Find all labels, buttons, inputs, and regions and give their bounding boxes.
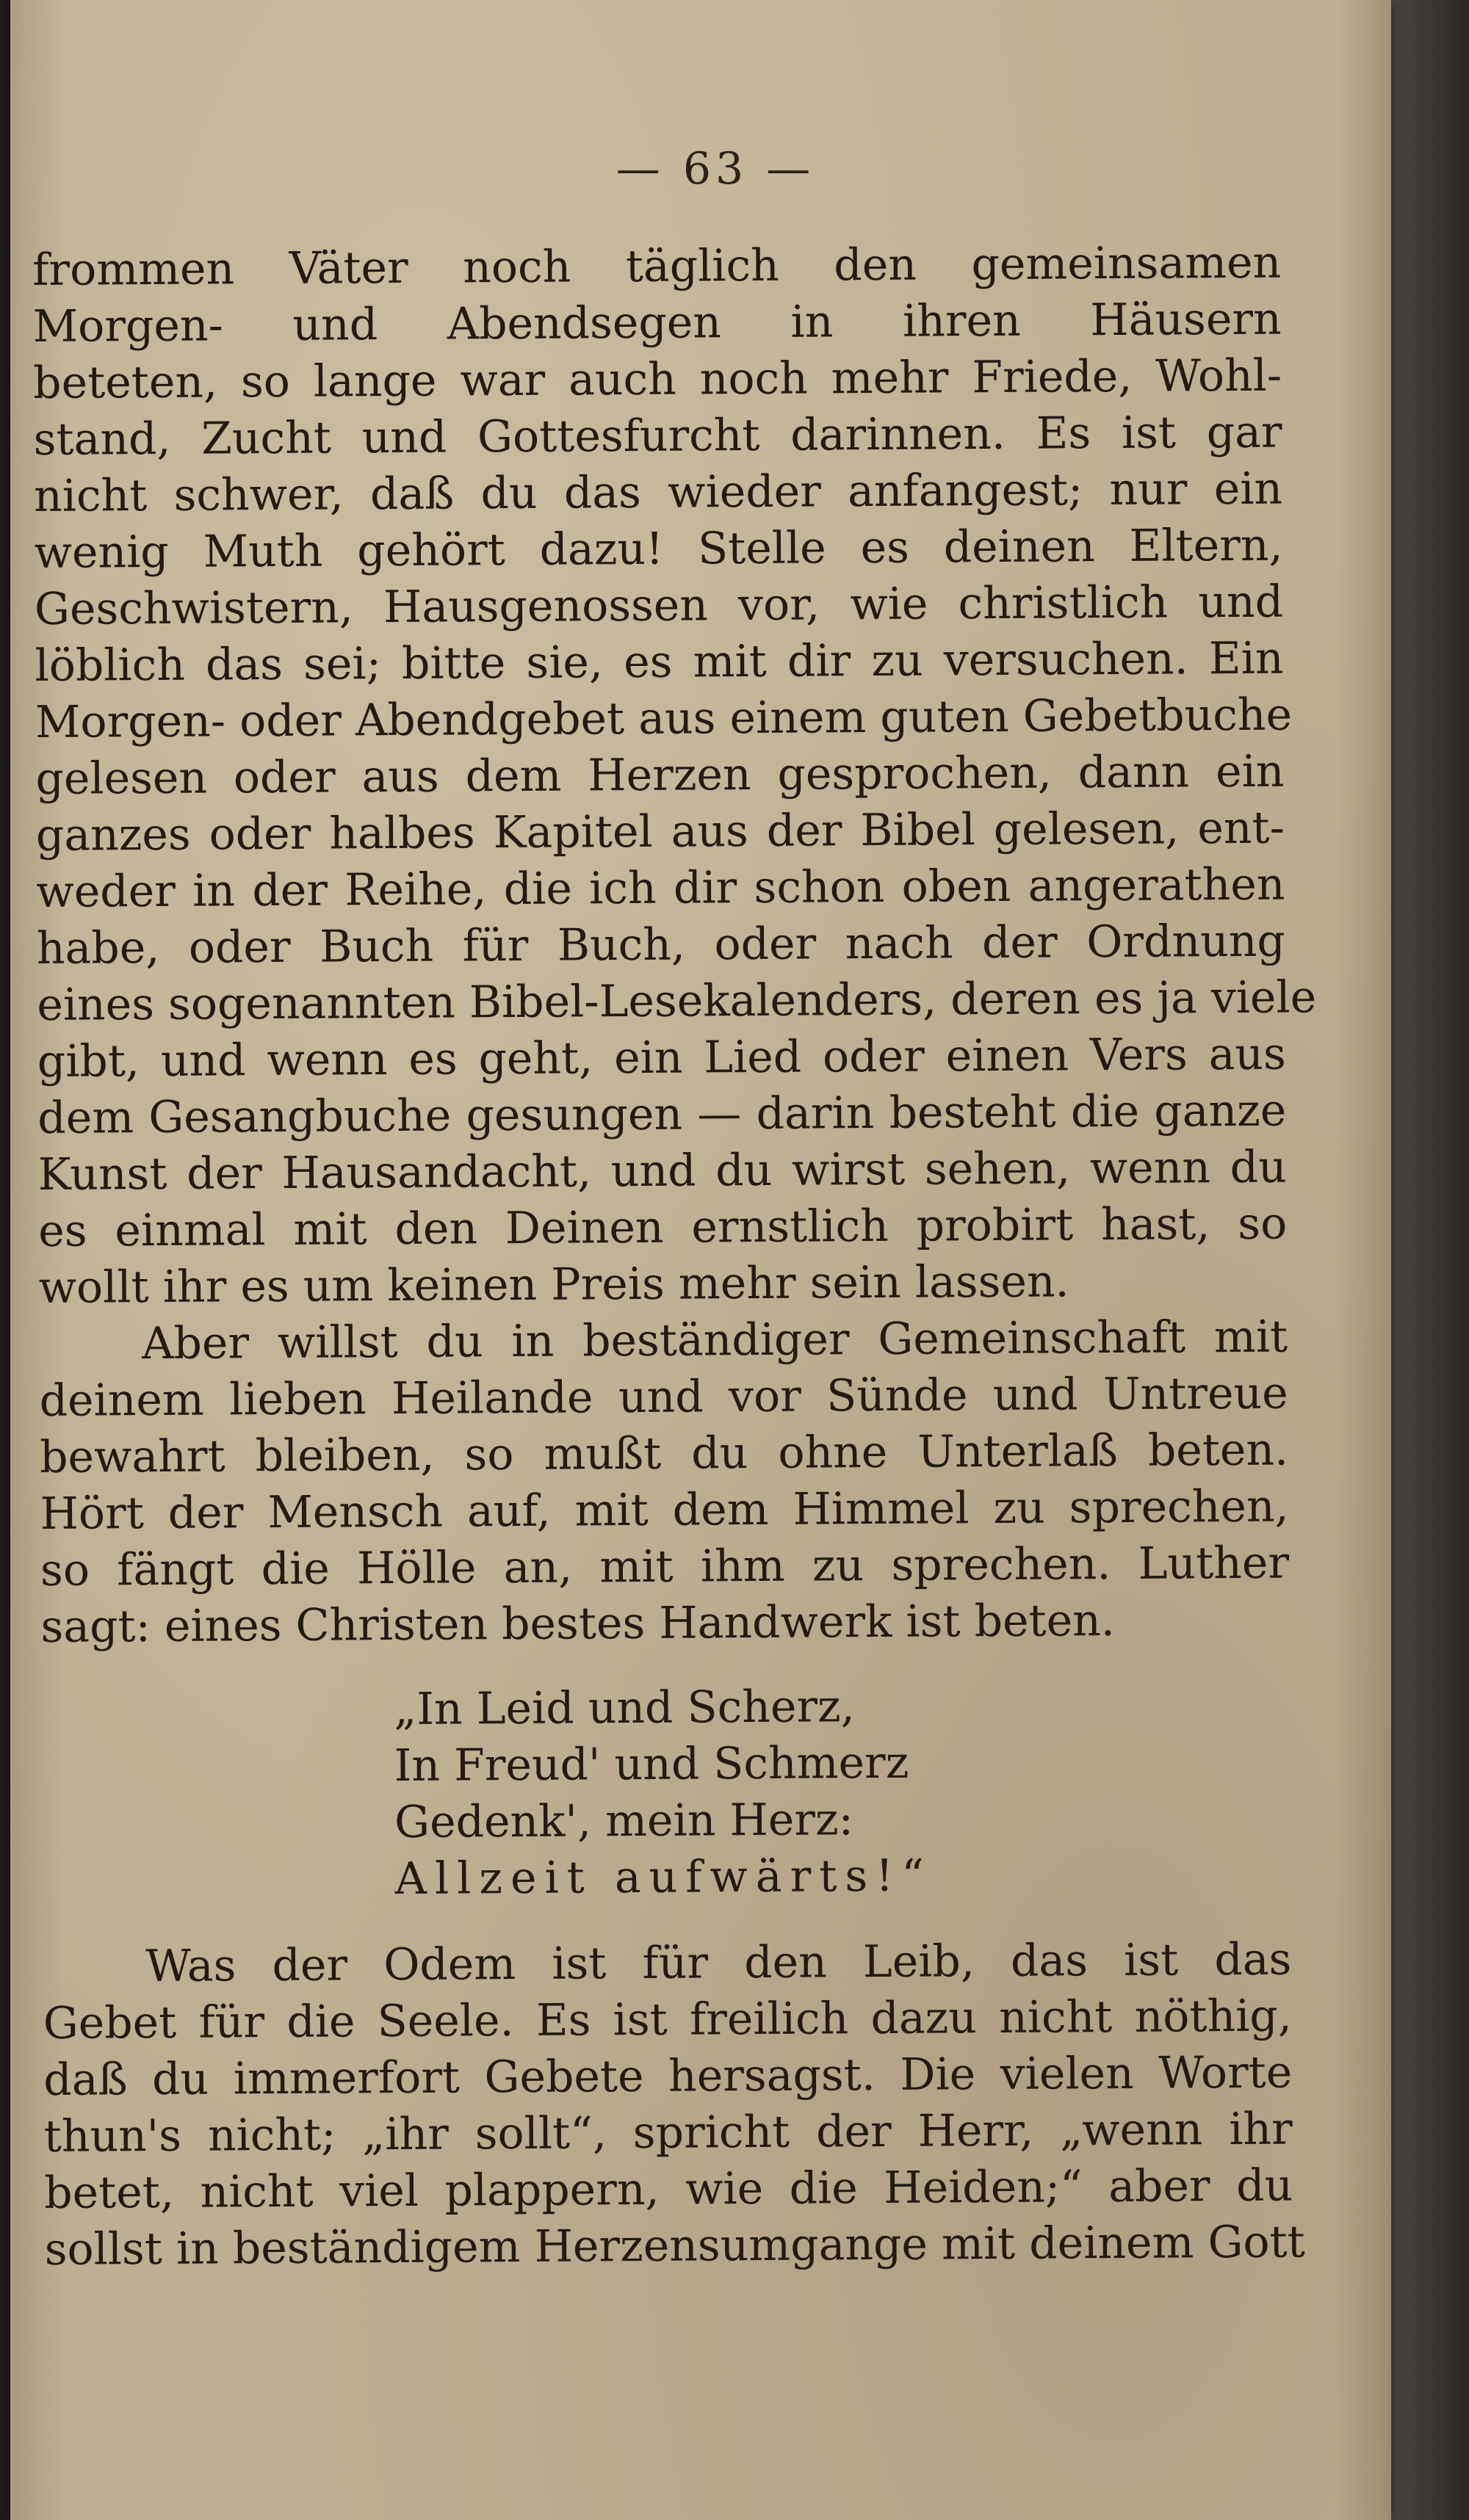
- verse-line: Gedenk', mein Herz:: [394, 1794, 853, 1849]
- paragraph-1: [32, 235, 1317, 1317]
- verse-line: Allzeit aufwärts!“: [394, 1850, 933, 1905]
- text-line: thun's nicht; „ihr sollt“, spricht der Herr, „wenn ihr: [43, 2103, 1293, 2162]
- text-line: stand, Zucht und Gottesfurcht darinnen. Es ist gar: [33, 406, 1282, 466]
- text-line: bewahrt bleiben, so mußt du ohne Unterlaß beten.: [39, 1424, 1289, 1483]
- verse-line: „In Leid und Scherz,: [394, 1681, 855, 1736]
- text-line: Geschwistern, Hausgenossen vor, wie christlich und: [34, 576, 1284, 635]
- text-line: sollst in beständigem Herzensumgange mit deinem Gott: [44, 2216, 1305, 2275]
- verse-line: In Freud' und Schmerz: [394, 1737, 909, 1792]
- text-line: es einmal mit den Deinen ernstlich probirt hast, so: [38, 1198, 1288, 1257]
- text-line: Hört der Mensch auf, mit dem Himmel zu sprechen,: [40, 1480, 1289, 1540]
- text-line: Aber willst du in beständiger Gemeinschaft mit: [141, 1311, 1288, 1370]
- text-line: Was der Odem ist für den Leib, das ist das: [145, 1933, 1292, 1993]
- text-line: Morgen- und Abendsegen in ihren Häusern: [32, 293, 1282, 352]
- text-line: Kunst der Hausandacht, und du wirst sehen, wenn du: [37, 1141, 1287, 1201]
- text-line: sagt: eines Christen bestes Handwerk ist beten.: [40, 1595, 1116, 1653]
- text-line: so fängt die Hölle an, mit ihm zu sprechen. Luther: [40, 1537, 1290, 1596]
- page-number: — 63 —: [616, 143, 815, 195]
- text-line: betet, nicht viel plappern, wie die Heiden;“ aber du: [44, 2159, 1293, 2219]
- text-line: gelesen oder aus dem Herzen gesprochen, dann ein: [35, 745, 1285, 805]
- text-line: eines sogenannten Bibel-Lesekalenders, deren es ja viele: [37, 971, 1317, 1031]
- text-line: nicht schwer, daß du das wieder anfangest; nur ein: [33, 463, 1283, 522]
- text-line: löblich das sei; bitte sie, es mit dir zu versuchen. Ein: [35, 632, 1284, 692]
- text-line: deinem lieben Heilande und vor Sünde und Untreue: [39, 1367, 1288, 1427]
- body-text: [32, 235, 1317, 2278]
- text-line: gibt, und wenn es geht, ein Lied oder einen Vers aus: [37, 1028, 1286, 1087]
- text-line: beteten, so lange war auch noch mehr Friede, Wohl-: [32, 350, 1282, 409]
- book-spine-edge: [1391, 0, 1469, 2520]
- paragraph-2: [39, 1309, 1290, 1656]
- text-line: habe, oder Buch für Buch, oder nach der Ordnung: [36, 915, 1286, 974]
- book-page: [10, 0, 1391, 2520]
- text-line: ganzes oder halbes Kapitel aus der Bibel gelesen, ent-: [35, 802, 1285, 861]
- text-line: wollt ihr es um keinen Preis mehr sein lassen.: [38, 1256, 1069, 1314]
- text-line: daß du immerfort Gebete hersagst. Die vielen Worte: [43, 2046, 1293, 2106]
- text-line: Morgen- oder Abendgebet aus einem guten Gebetbuche: [35, 689, 1293, 748]
- text-line: wenig Muth gehört dazu! Stelle es deinen Eltern,: [34, 519, 1283, 579]
- text-line: weder in der Reihe, die ich dir schon oben angerathen: [36, 858, 1285, 918]
- text-line: frommen Väter noch täglich den gemeinsamen: [32, 236, 1282, 296]
- paragraph-3: [43, 1932, 1305, 2278]
- text-line: dem Gesangbuche gesungen — darin besteht die ganze: [37, 1085, 1287, 1144]
- text-line: Gebet für die Seele. Es ist freilich dazu nicht nöthig,: [43, 1990, 1293, 2049]
- verse-quote: [41, 1676, 1291, 1910]
